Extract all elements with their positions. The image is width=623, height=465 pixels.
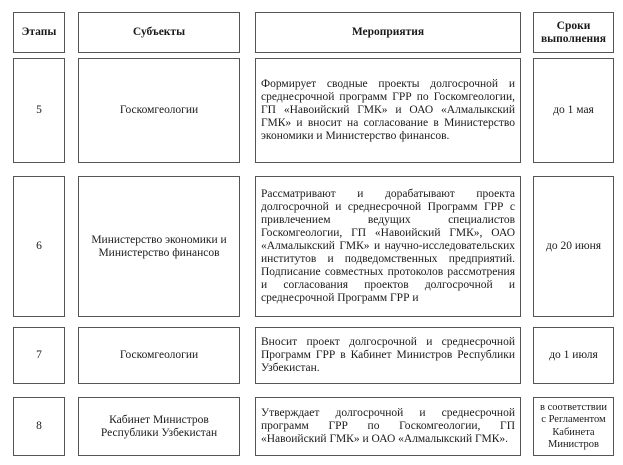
stage-number: 5 [36, 104, 42, 116]
deadline-cell [533, 58, 614, 163]
subject-text: Министерство экономики и Министерство финансов [91, 233, 227, 259]
activity-cell [255, 327, 521, 384]
header-stage [13, 12, 65, 53]
header-deadlines [533, 12, 614, 53]
stage-number: 8 [36, 420, 42, 432]
subject-text: Госкомгеологии [119, 349, 199, 361]
deadline-cell [533, 176, 614, 317]
header-activities [255, 12, 521, 53]
activity-cell [255, 176, 521, 317]
subject-text: Госкомгеологии [119, 104, 199, 116]
activity-cell [255, 397, 521, 456]
deadline-cell [533, 397, 614, 456]
deadline-text: до 1 июля [549, 349, 598, 361]
header-deadlines-label: Сроки выполнения [540, 19, 607, 45]
subject-text: Кабинет Министров Республики Узбекистан [100, 413, 218, 439]
stage-cell [13, 176, 65, 317]
stage-cell [13, 397, 65, 456]
stage-cell [13, 58, 65, 163]
activity-text: Рассматривают и дорабатывают проекта долгосрочной и среднесрочной Программ ГРР с привлечением ведущих специалистов Госкомгеологии, ГП «Навоийский ГМК», ОАО «Алмалыкский ГМК» и научно-исследовательских институтов и подведомственных предприятий. Подписание совместных протоколов рассмотрения и согласования проектов долгосрочной и среднесрочной Программ ГРР и [261, 188, 515, 304]
stage-cell [13, 327, 65, 384]
stage-number: 6 [36, 240, 42, 252]
activity-text: Вносит проект долгосрочной и среднесрочной Программ ГРР в Кабинет Министров Республики Узбекистан. [261, 336, 515, 374]
activity-cell [255, 58, 521, 163]
header-activities-label: Мероприятия [351, 26, 425, 38]
deadline-text: до 20 июня [545, 240, 602, 252]
subject-cell [78, 397, 240, 456]
header-stage-label: Этапы [21, 26, 57, 38]
deadline-text: до 1 мая [553, 104, 594, 116]
subject-cell [78, 327, 240, 384]
subject-cell [78, 58, 240, 163]
header-subjects [78, 12, 240, 53]
subject-cell [78, 176, 240, 317]
activity-text: Формирует сводные проекты долгосрочной и среднесрочной программ ГРР по Госкомгеологии, ГП «Навоийский ГМК» и ОАО «Алмалыкский ГМК» и вносит на согласование в Министерство экономики и Министерство финансов. [261, 78, 515, 142]
stage-number: 7 [36, 349, 42, 361]
deadline-text: в соответствии с Регламентом Кабинета Министров [540, 401, 607, 450]
header-subjects-label: Субъекты [132, 26, 186, 38]
activity-text: Утверждает долгосрочной и среднесрочной программ ГРР по Госкомгеологии, ГП «Навоийский ГМК» и ОАО «Алмалыкский ГМК». [261, 407, 515, 445]
deadline-cell [533, 327, 614, 384]
